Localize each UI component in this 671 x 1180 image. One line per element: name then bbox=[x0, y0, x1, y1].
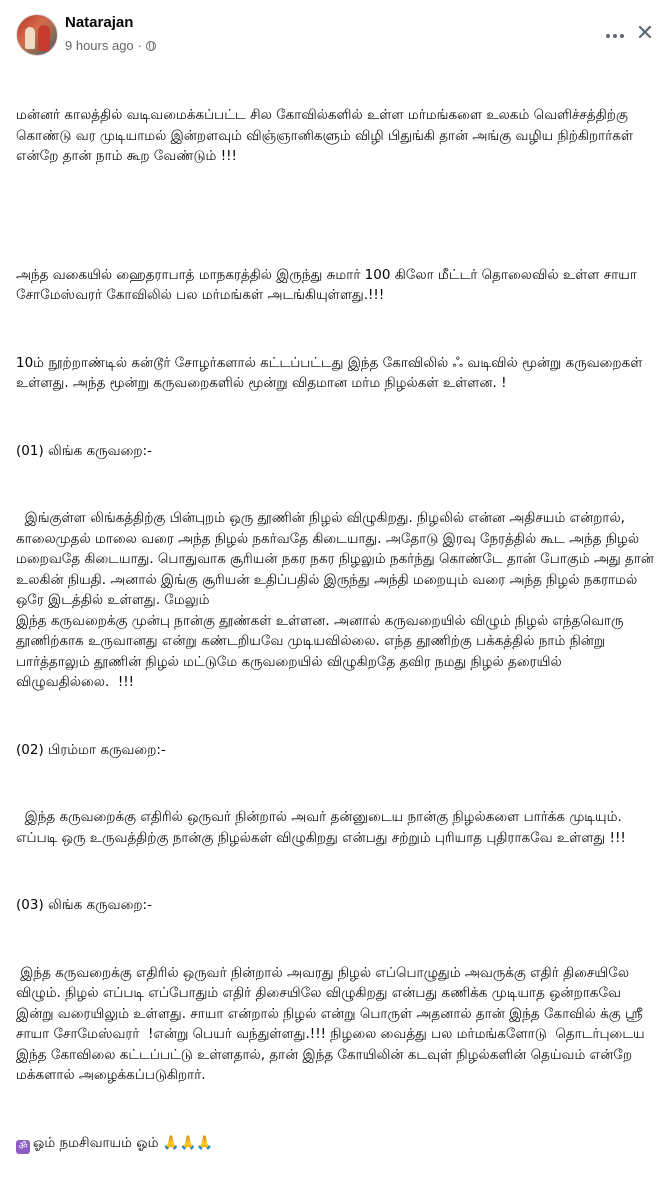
om-icon: ॐ bbox=[16, 1140, 30, 1154]
closing-text: ஓம் நமசிவாயம் ஓம் 🙏🙏🙏 bbox=[33, 1134, 214, 1151]
more-options-icon bbox=[620, 34, 624, 38]
paragraph-history: 10ம் நூற்றாண்டில் கன்டூர் சோழர்களால் கட்டப்பட்டது இந்த கோவிலில் ஃ வடிவில் மூன்று கருவறைகள் உள்ளது. அந்த மூன்று கருவறைகளில் மூன்று விதமான மர்ம நிழல்கள் உள்ளன. ! bbox=[16, 354, 647, 391]
paragraph-intro: மன்னர் காலத்தில் வடிவமைக்கப்பட்ட சில கோவில்களில் உள்ள மர்மங்களை உலகம் வெளிச்சத்திற்கு கொண்டு வர முடியாமல் இன்றளவும் விஞ்ஞானிகளும் விழி பிதுங்கி தான் அங்கு வழிய நிற்கிறார்கள் என்றே தான் நாம் கூற வேண்டும் !!! bbox=[16, 107, 638, 164]
author-name[interactable]: Natarajan bbox=[65, 14, 134, 31]
post-header bbox=[0, 0, 671, 58]
more-options-icon bbox=[613, 34, 617, 38]
section-heading: (03) லிங்க கருவறை:- bbox=[16, 897, 152, 913]
post-meta bbox=[65, 38, 156, 53]
section-heading: (02) பிரம்மா கருவறை:- bbox=[16, 741, 166, 758]
close-button[interactable] bbox=[631, 20, 659, 48]
more-options-button[interactable] bbox=[601, 22, 629, 50]
post-text bbox=[0, 58, 671, 1180]
more-options-icon bbox=[606, 34, 610, 38]
globe-icon[interactable] bbox=[146, 41, 156, 51]
avatar-figure bbox=[38, 25, 50, 51]
avatar-figure bbox=[25, 27, 35, 49]
section-heading: (01) லிங்க கருவறை:- bbox=[16, 442, 152, 459]
paragraph-section-3: இந்த கருவறைக்கு எதிரில் ஒருவர் நின்றால் அவரது நிழல் எப்பொழுதும் அவருக்கு எதிர் திசையிலே விழும். நிழல் எப்படி எப்போதும் எதிர் திசையிலே விழுகிறது என்பது கணிக்க முடியாத ஒன்றாகவே இன்று வரையிலும் உள்ளது. சாயா என்றால் நிழல் என்று பொருள் அதனால் தான் இந்த கோவில் க்கு ஸ்ரீ சாயா சோமேஸ்வரர் !என்று பெயர் வந்துள்ளது.!!! நிழலை வைத்து பல மர்மங்களோடு தொடர்புடைய இந்த கோவிலை கட்டப்பட்டு உள்ளதால், தான் இந்த கோயிலின் கடவுள் நிழல்களின் தெய்வம் என்றே மக்களால் அழைக்கப்படுகிறார். bbox=[16, 964, 649, 1083]
timestamp[interactable]: 9 hours ago bbox=[65, 38, 134, 53]
paragraph-location: அந்த வகையில் ஹைதராபாத் மாநகரத்தில் இருந்து சுமார் 100 கிலோ மீட்டர் தொலைவில் உள்ள சாயா சோமேஸ்வரர் கோவிலில் பல மர்மங்கள் அடங்கியுள்ளது.!!! bbox=[16, 266, 642, 303]
paragraph-section-2: இந்த கருவறைக்கு எதிரில் ஒருவர் நின்றால் அவர் தன்னுடைய நான்கு நிழல்களை பார்க்க முடியும். எப்படி ஒரு உருவத்திற்கு நான்கு நிழல்கள் விழுகிறது என்பது சற்றும் புரியாத புதிராகவே உள்ளது !!! bbox=[16, 809, 627, 846]
avatar[interactable] bbox=[16, 14, 58, 56]
meta-separator: · bbox=[137, 38, 143, 53]
closing-line bbox=[16, 1133, 655, 1154]
paragraph-section-1: இங்குள்ள லிங்கத்திற்கு பின்புறம் ஒரு தூணின் நிழல் விழுகிறது. நிழலில் என்ன அதிசயம் என்றால், காலைமுதல் மாலை வரை அந்த நிழல் நகர்வதே கிடையாது. அதோடு இரவு நேரத்தில் கூட அந்த நிழல் மறைவதே கிடையாது. பொதுவாக சூரியன் நகர நகர நிழலும் நகர்ந்து கொண்டே தான் போகும் அது தான் உலகின் நியதி. அனால் இங்கு சூரியன் உதிப்பதில் இருந்து அந்தி மறையும் வரை அந்த நிழல் நகராமல் ஒரே இடத்தில் உள்ளது. மேலும் இந்த கருவறைக்கு முன்பு நான்கு தூண்கள் உள்ளன. அனால் கருவறையில் விழும் நிழல் எந்தவொரு தூணிற்காக உருவானது என்று கண்டறியவே முடியவில்லை. எந்த தூணிற்கு பக்கத்தில் நாம் நின்று பார்த்தாலும் தூணின் நிழல் மட்டுமே கருவறையில் விழுகிறதே தவிர நமது நிழல் தரையில் விழுவதில்லை. !!! bbox=[16, 510, 654, 690]
close-icon: ✕ bbox=[635, 21, 655, 46]
